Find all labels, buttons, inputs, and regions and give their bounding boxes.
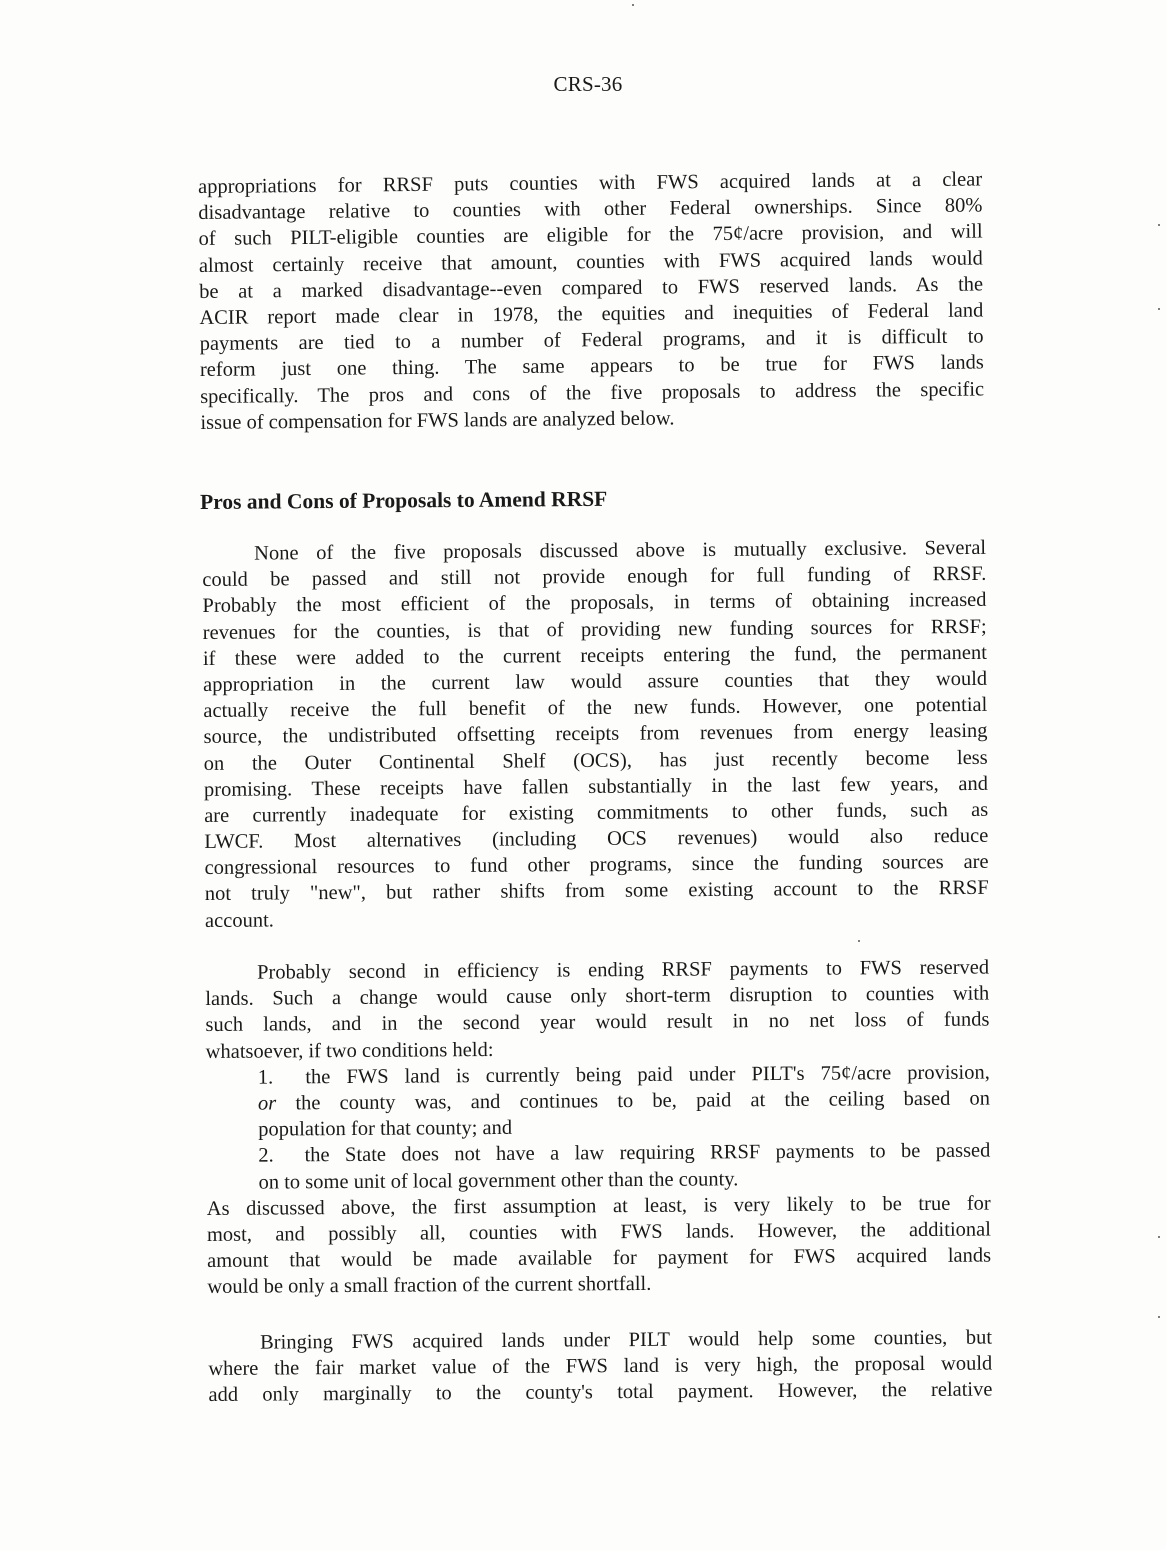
text-line: appropriations for RRSF puts counties with FWS acquired lands at a clear bbox=[198, 168, 983, 198]
text-line: where the fair market value of the FWS land is very high, the proposal would bbox=[208, 1352, 993, 1381]
text-line: such lands, and in the second year would result in no net loss of funds bbox=[205, 1008, 990, 1037]
condition-item-1 bbox=[206, 1059, 991, 1143]
condition-item-2 bbox=[206, 1138, 990, 1196]
text-line: As discussed above, the first assumption at least, is very likely to be true for bbox=[206, 1192, 991, 1220]
condition-line: on to some unit of local government other than the county. bbox=[258, 1167, 739, 1194]
text-line: if these were added to the current receipts entering the fund, the permanent bbox=[202, 641, 987, 670]
text-line: source, the undistributed offsetting receipts from revenues from energy leasing bbox=[203, 720, 988, 749]
scan-speck bbox=[1158, 308, 1160, 310]
scan-speck bbox=[1158, 1236, 1160, 1238]
text-line: would be only a small fraction of the current shortfall. bbox=[207, 1273, 652, 1299]
text-line: revenues for the counties, is that of providing new funding sources for RRSF; bbox=[202, 615, 987, 644]
page-number: CRS-36 bbox=[553, 72, 623, 96]
text-line: almost certainly receive that amount, counties with FWS acquired lands would bbox=[198, 247, 983, 277]
continuation-paragraph bbox=[198, 166, 984, 435]
text-line: LWCF. Most alternatives (including OCS revenues) would also reduce bbox=[204, 824, 989, 854]
condition-line: or the county was, and continues to be, paid at the ceiling based on bbox=[257, 1087, 991, 1115]
text-line: of such PILT-eligible counties are eligible for the 75¢/acre provision, and will bbox=[198, 220, 983, 251]
text-line: promising. These receipts have fallen substantially in the last few years, and bbox=[203, 772, 989, 801]
text-line: Probably second in efficiency is ending RRSF payments to FWS reserved bbox=[257, 956, 990, 984]
condition-line: population for that county; and bbox=[258, 1116, 513, 1141]
text-line: lands. Such a change would cause only short-term disruption to counties with bbox=[205, 982, 990, 1011]
paragraph-2 bbox=[205, 955, 991, 1301]
text-line: reform just one thing. The same appears to be true for FWS lands bbox=[199, 351, 984, 382]
text-line: ACIR report made clear in 1978, the equities and inequities of Federal land bbox=[199, 299, 984, 329]
text-line: are currently inadequate for existing commitments to other funds, such as bbox=[204, 798, 989, 827]
text-line: add only marginally to the county's total payment. However, the relative bbox=[208, 1378, 993, 1407]
text-line: issue of compensation for FWS lands are analyzed below. bbox=[200, 407, 675, 434]
text-line: amount that would be made available for payment for FWS acquired lands bbox=[207, 1244, 992, 1273]
text-line: payments are tied to a number of Federal programs, and it is difficult to bbox=[199, 325, 984, 356]
paragraph-3 bbox=[208, 1325, 993, 1409]
text-line: congressional resources to fund other programs, since the funding sources are bbox=[204, 851, 989, 880]
paragraph-1 bbox=[202, 535, 989, 934]
text-line: actually receive the full benefit of the new funds. However, one potential bbox=[203, 693, 988, 723]
condition-line: 2. the State does not have a law requiring RRSF payments to be passed bbox=[258, 1139, 991, 1167]
text-line: Bringing FWS acquired lands under PILT would help some counties, but bbox=[260, 1326, 993, 1354]
condition-number: 1. bbox=[257, 1066, 274, 1089]
text-line: on the Outer Continental Shelf (OCS), has just recently become less bbox=[203, 746, 988, 775]
condition-line: 1. the FWS land is currently being paid under PILT's 75¢/acre provision, bbox=[257, 1061, 990, 1089]
text-line: account. bbox=[204, 909, 274, 932]
text-line: not truly "new", but rather shifts from some existing account to the RRSF bbox=[204, 877, 989, 906]
text-line: appropriation in the current law would assure counties that they would bbox=[203, 667, 988, 696]
scan-speck bbox=[1158, 1316, 1160, 1318]
text-line: specifically. The pros and cons of the five proposals to address the specific bbox=[200, 377, 985, 408]
text-line: most, and possibly all, counties with FWS lands. However, the additional bbox=[206, 1218, 991, 1246]
scan-speck bbox=[1158, 224, 1160, 226]
text-line: whatsoever, if two conditions held: bbox=[205, 1038, 494, 1063]
scan-speck bbox=[858, 940, 860, 942]
section-heading: Pros and Cons of Proposals to Amend RRSF bbox=[200, 486, 608, 514]
or-emphasis: or bbox=[257, 1092, 277, 1115]
text-line: None of the five proposals discussed above is mutually exclusive. Several bbox=[254, 536, 987, 565]
condition-list bbox=[206, 1059, 991, 1195]
text-line: could be passed and still not provide enough for full funding of RRSF. bbox=[202, 563, 987, 592]
text-line: be at a marked disadvantage--even compared to FWS reserved lands. As the bbox=[199, 273, 984, 303]
condition-number: 2. bbox=[258, 1144, 274, 1167]
scan-speck bbox=[632, 4, 634, 6]
text-line: Probably the most efficient of the proposals, in terms of obtaining increased bbox=[202, 589, 987, 618]
text-line: disadvantage relative to counties with other Federal ownerships. Since 80% bbox=[198, 194, 983, 225]
